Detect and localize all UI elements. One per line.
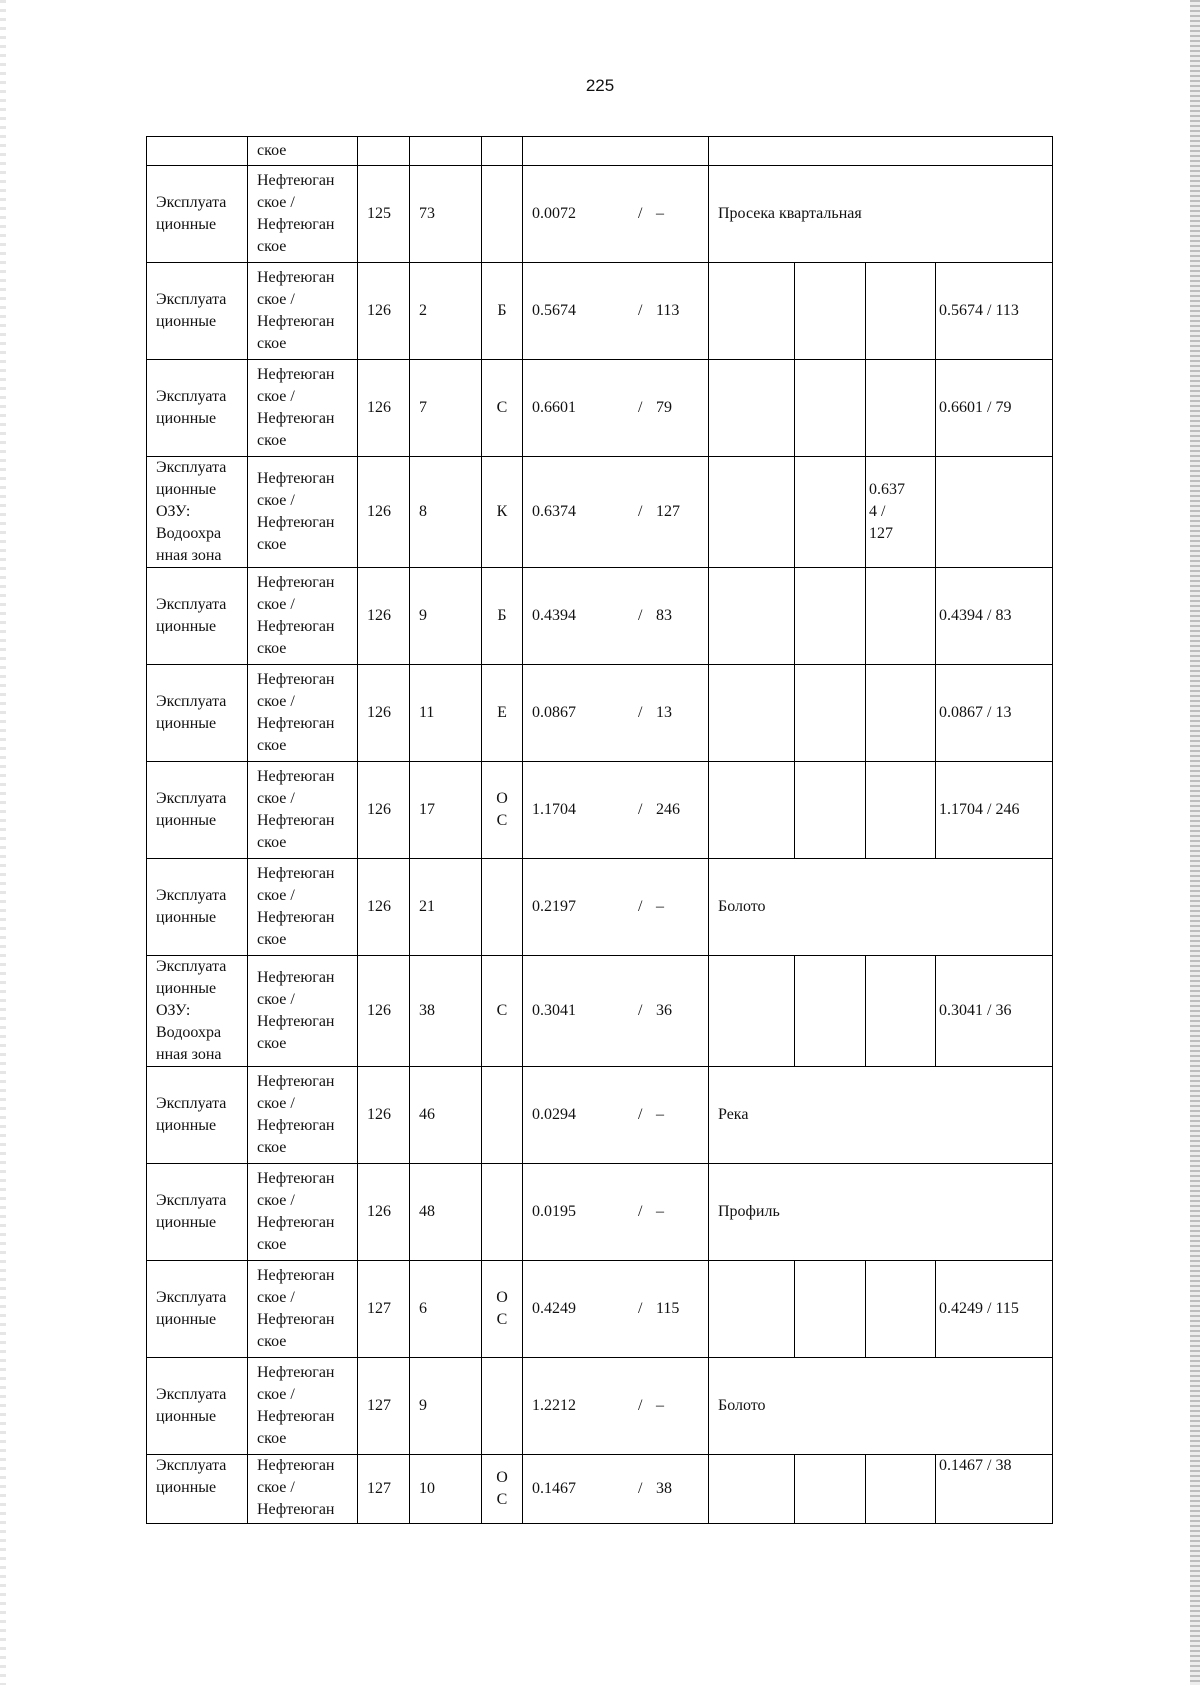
area-separator: / bbox=[638, 205, 643, 222]
parcel-cell: 73 bbox=[410, 166, 482, 263]
area-value: 0.0294 bbox=[532, 1106, 576, 1123]
table-row bbox=[147, 859, 1053, 956]
volume-cell-total: 1.1704 / 246 bbox=[936, 762, 1053, 859]
area-separator: / bbox=[638, 503, 643, 520]
letter-char: С bbox=[496, 1311, 508, 1328]
municipality-cell: Нефтеюган ское / Нефтеюган ское bbox=[248, 665, 358, 762]
area-cell bbox=[523, 457, 709, 568]
stock-value: 36 bbox=[656, 1002, 672, 1019]
volume-cell-3 bbox=[866, 665, 936, 762]
type-cell: Эксплуата ционные ОЗУ: Водоохра нная зона bbox=[147, 457, 248, 568]
area-separator: / bbox=[638, 607, 643, 624]
volume-cell-3 bbox=[866, 956, 936, 1067]
parcel-cell: 10 bbox=[410, 1455, 482, 1524]
area-separator: / bbox=[638, 302, 643, 319]
volume-cell-3 bbox=[866, 457, 936, 568]
volume-cell-total: 0.3041 / 36 bbox=[936, 956, 1053, 1067]
letter-cell bbox=[482, 665, 523, 762]
area-cell bbox=[523, 859, 709, 956]
municipality-cell: Нефтеюган ское / Нефтеюган ское bbox=[248, 1261, 358, 1358]
letter-cell bbox=[482, 263, 523, 360]
municipality-cell: Нефтеюган ское / Нефтеюган ское bbox=[248, 1164, 358, 1261]
volume-cell-2 bbox=[795, 1261, 866, 1358]
area-cell bbox=[523, 1067, 709, 1164]
area-separator: / bbox=[638, 399, 643, 416]
volume-cell-2 bbox=[795, 568, 866, 665]
type-cell: Эксплуата ционные bbox=[147, 762, 248, 859]
type-cell: Эксплуата ционные ОЗУ: Водоохра нная зона bbox=[147, 956, 248, 1067]
category-cell: Болото bbox=[709, 859, 1053, 956]
stock-value: 246 bbox=[656, 801, 680, 818]
category-cell: Профиль bbox=[709, 1164, 1053, 1261]
area-value: 0.5674 bbox=[532, 302, 576, 319]
parcel-cell bbox=[410, 137, 482, 166]
parcel-cell: 38 bbox=[410, 956, 482, 1067]
municipality-cell: Нефтеюган ское / Нефтеюган ское bbox=[248, 568, 358, 665]
letter-char: С bbox=[496, 399, 508, 416]
area-cell bbox=[523, 263, 709, 360]
letter-char: К bbox=[496, 503, 508, 520]
parcel-cell: 9 bbox=[410, 1358, 482, 1455]
area-value: 0.0867 bbox=[532, 704, 576, 721]
table-row bbox=[147, 568, 1053, 665]
area-value: 1.2212 bbox=[532, 1397, 576, 1414]
area-value: 0.0072 bbox=[532, 205, 576, 222]
quarter-cell: 126 bbox=[358, 859, 410, 956]
type-cell: Эксплуата ционные bbox=[147, 360, 248, 457]
volume-cell-1 bbox=[709, 263, 795, 360]
area-value: 0.0195 bbox=[532, 1203, 576, 1220]
type-cell: Эксплуата ционные bbox=[147, 1261, 248, 1358]
stock-value: – bbox=[656, 205, 664, 222]
forest-parcels-table bbox=[146, 136, 1053, 1524]
type-cell: Эксплуата ционные bbox=[147, 1164, 248, 1261]
municipality-cell: Нефтеюган ское / Нефтеюган ское bbox=[248, 956, 358, 1067]
letter-cell bbox=[482, 956, 523, 1067]
area-cell bbox=[523, 762, 709, 859]
quarter-cell: 126 bbox=[358, 762, 410, 859]
area-cell bbox=[523, 1261, 709, 1358]
letter-cell bbox=[482, 1164, 523, 1261]
stock-value: 79 bbox=[656, 399, 672, 416]
volume-line: 0.637 bbox=[869, 481, 905, 498]
volume-cell-total: 0.1467 / 38 bbox=[936, 1455, 1053, 1524]
quarter-cell: 126 bbox=[358, 1067, 410, 1164]
table-row bbox=[147, 360, 1053, 457]
quarter-cell: 127 bbox=[358, 1455, 410, 1524]
area-cell bbox=[523, 1164, 709, 1261]
volume-cell-1 bbox=[709, 956, 795, 1067]
volume-cell-3 bbox=[866, 1261, 936, 1358]
table-row bbox=[147, 956, 1053, 1067]
type-cell: Эксплуата ционные bbox=[147, 1455, 248, 1524]
quarter-cell: 125 bbox=[358, 166, 410, 263]
stock-value: 83 bbox=[656, 607, 672, 624]
table-row bbox=[147, 1164, 1053, 1261]
area-value: 0.1467 bbox=[532, 1480, 576, 1497]
area-cell bbox=[523, 568, 709, 665]
area-separator: / bbox=[638, 704, 643, 721]
volume-cell-2 bbox=[795, 360, 866, 457]
scan-edge-left bbox=[0, 0, 6, 1685]
quarter-cell bbox=[358, 137, 410, 166]
volume-cell-2 bbox=[795, 665, 866, 762]
volume-cell-1 bbox=[709, 568, 795, 665]
area-value: 0.4249 bbox=[532, 1300, 576, 1317]
volume-cell-total: 0.4249 / 115 bbox=[936, 1261, 1053, 1358]
type-cell: Эксплуата ционные bbox=[147, 263, 248, 360]
stock-value: 13 bbox=[656, 704, 672, 721]
scan-edge-right bbox=[1190, 0, 1200, 1685]
letter-cell bbox=[482, 166, 523, 263]
letter-char: С bbox=[496, 1002, 508, 1019]
letter-char: С bbox=[496, 1491, 508, 1508]
type-cell: Эксплуата ционные bbox=[147, 665, 248, 762]
area-value: 0.6374 bbox=[532, 503, 576, 520]
category-cell: Река bbox=[709, 1067, 1053, 1164]
table-row bbox=[147, 1358, 1053, 1455]
type-cell: Эксплуата ционные bbox=[147, 166, 248, 263]
area-cell bbox=[523, 1358, 709, 1455]
volume-cell-3 bbox=[866, 360, 936, 457]
area-separator: / bbox=[638, 1480, 643, 1497]
area-separator: / bbox=[638, 1002, 643, 1019]
parcel-cell: 48 bbox=[410, 1164, 482, 1261]
type-cell: Эксплуата ционные bbox=[147, 568, 248, 665]
area-cell bbox=[523, 166, 709, 263]
table-row bbox=[147, 263, 1053, 360]
area-separator: / bbox=[638, 898, 643, 915]
quarter-cell: 127 bbox=[358, 1261, 410, 1358]
table-row bbox=[147, 457, 1053, 568]
stock-value: 113 bbox=[656, 302, 680, 319]
volume-cell-1 bbox=[709, 665, 795, 762]
stock-value: – bbox=[656, 1106, 664, 1123]
letter-char: С bbox=[496, 812, 508, 829]
volume-cell-1 bbox=[709, 457, 795, 568]
parcel-cell: 2 bbox=[410, 263, 482, 360]
area-value: 0.4394 bbox=[532, 607, 576, 624]
municipality-cell: Нефтеюган ское / Нефтеюган ское bbox=[248, 457, 358, 568]
volume-cell-total bbox=[936, 457, 1053, 568]
type-cell: Эксплуата ционные bbox=[147, 1358, 248, 1455]
quarter-cell: 126 bbox=[358, 956, 410, 1067]
area-cell bbox=[523, 1455, 709, 1524]
municipality-cell: Нефтеюган ское / Нефтеюган ское bbox=[248, 166, 358, 263]
table-body bbox=[147, 137, 1053, 1524]
table-row bbox=[147, 1261, 1053, 1358]
quarter-cell: 126 bbox=[358, 360, 410, 457]
letter-cell bbox=[482, 762, 523, 859]
area-separator: / bbox=[638, 1397, 643, 1414]
area-cell bbox=[523, 665, 709, 762]
area-value: 1.1704 bbox=[532, 801, 576, 818]
letter-cell bbox=[482, 457, 523, 568]
quarter-cell: 126 bbox=[358, 665, 410, 762]
municipality-cell: Нефтеюган ское / Нефтеюган ское bbox=[248, 762, 358, 859]
letter-cell bbox=[482, 1455, 523, 1524]
letter-cell bbox=[482, 360, 523, 457]
volume-line: 127 bbox=[869, 525, 893, 542]
area-cell bbox=[523, 956, 709, 1067]
volume-cell-1 bbox=[709, 360, 795, 457]
volume-cell-3 bbox=[866, 568, 936, 665]
quarter-cell: 126 bbox=[358, 1164, 410, 1261]
parcel-cell: 17 bbox=[410, 762, 482, 859]
municipality-cell: Нефтеюган ское / Нефтеюган ское bbox=[248, 360, 358, 457]
area-separator: / bbox=[638, 1300, 643, 1317]
volume-cell-2 bbox=[795, 457, 866, 568]
area-cell bbox=[523, 360, 709, 457]
area-cell bbox=[523, 137, 709, 166]
type-cell: Эксплуата ционные bbox=[147, 859, 248, 956]
letter-cell bbox=[482, 568, 523, 665]
letter-char: Б bbox=[497, 302, 507, 319]
stock-value: – bbox=[656, 1203, 664, 1220]
area-value: 0.3041 bbox=[532, 1002, 576, 1019]
type-cell: Эксплуата ционные bbox=[147, 1067, 248, 1164]
volume-cell-3 bbox=[866, 263, 936, 360]
volume-cell-total: 0.0867 / 13 bbox=[936, 665, 1053, 762]
letter-cell bbox=[482, 1358, 523, 1455]
volume-cell-2 bbox=[795, 762, 866, 859]
municipality-cell: Нефтеюган ское / Нефтеюган ское bbox=[248, 1067, 358, 1164]
volume-cell-total: 0.4394 / 83 bbox=[936, 568, 1053, 665]
volume-cell-1 bbox=[709, 1261, 795, 1358]
parcel-cell: 46 bbox=[410, 1067, 482, 1164]
municipality-cell: ское bbox=[248, 137, 358, 166]
letter-cell bbox=[482, 859, 523, 956]
volume-cell-3 bbox=[866, 1455, 936, 1524]
volume-line: 4 / bbox=[869, 503, 886, 520]
quarter-cell: 126 bbox=[358, 263, 410, 360]
parcel-cell: 21 bbox=[410, 859, 482, 956]
table-row bbox=[147, 166, 1053, 263]
category-cell: Болото bbox=[709, 1358, 1053, 1455]
volume-cell-2 bbox=[795, 263, 866, 360]
table-row bbox=[147, 665, 1053, 762]
stock-value: 115 bbox=[656, 1300, 680, 1317]
table-row bbox=[147, 762, 1053, 859]
area-value: 0.6601 bbox=[532, 399, 576, 416]
letter-char: О bbox=[496, 790, 508, 807]
quarter-cell: 126 bbox=[358, 457, 410, 568]
letter-char: О bbox=[496, 1289, 508, 1306]
letter-char: Е bbox=[497, 704, 507, 721]
letter-char: Б bbox=[497, 607, 507, 624]
quarter-cell: 127 bbox=[358, 1358, 410, 1455]
parcel-cell: 7 bbox=[410, 360, 482, 457]
municipality-cell: Нефтеюган ское / Нефтеюган ское bbox=[248, 263, 358, 360]
volume-cell-2 bbox=[795, 1455, 866, 1524]
volume-cell-total: 0.5674 / 113 bbox=[936, 263, 1053, 360]
volume-cell-total: 0.6601 / 79 bbox=[936, 360, 1053, 457]
municipality-cell: Нефтеюган ское / Нефтеюган ское bbox=[248, 1358, 358, 1455]
volume-cell-1 bbox=[709, 1455, 795, 1524]
stock-value: 38 bbox=[656, 1480, 672, 1497]
letter-cell bbox=[482, 1261, 523, 1358]
area-separator: / bbox=[638, 801, 643, 818]
letter-cell bbox=[482, 137, 523, 166]
quarter-cell: 126 bbox=[358, 568, 410, 665]
parcel-cell: 8 bbox=[410, 457, 482, 568]
volume-cell-2 bbox=[795, 956, 866, 1067]
volume-cell-1 bbox=[709, 762, 795, 859]
table-row-continuation bbox=[147, 137, 1053, 166]
stock-value: – bbox=[656, 898, 664, 915]
page-number: 225 bbox=[585, 76, 615, 95]
parcel-cell: 9 bbox=[410, 568, 482, 665]
parcel-cell: 11 bbox=[410, 665, 482, 762]
table-row bbox=[147, 1067, 1053, 1164]
area-value: 0.2197 bbox=[532, 898, 576, 915]
category-cell bbox=[709, 137, 1053, 166]
area-separator: / bbox=[638, 1203, 643, 1220]
letter-char: О bbox=[496, 1469, 508, 1486]
table-row bbox=[147, 1455, 1053, 1524]
stock-value: 127 bbox=[656, 503, 680, 520]
stock-value: – bbox=[656, 1397, 664, 1414]
type-cell bbox=[147, 137, 248, 166]
municipality-cell: Нефтеюган ское / Нефтеюган bbox=[248, 1455, 358, 1524]
area-separator: / bbox=[638, 1106, 643, 1123]
category-cell: Просека квартальная bbox=[709, 166, 1053, 263]
letter-cell bbox=[482, 1067, 523, 1164]
parcel-cell: 6 bbox=[410, 1261, 482, 1358]
volume-cell-3 bbox=[866, 762, 936, 859]
municipality-cell: Нефтеюган ское / Нефтеюган ское bbox=[248, 859, 358, 956]
